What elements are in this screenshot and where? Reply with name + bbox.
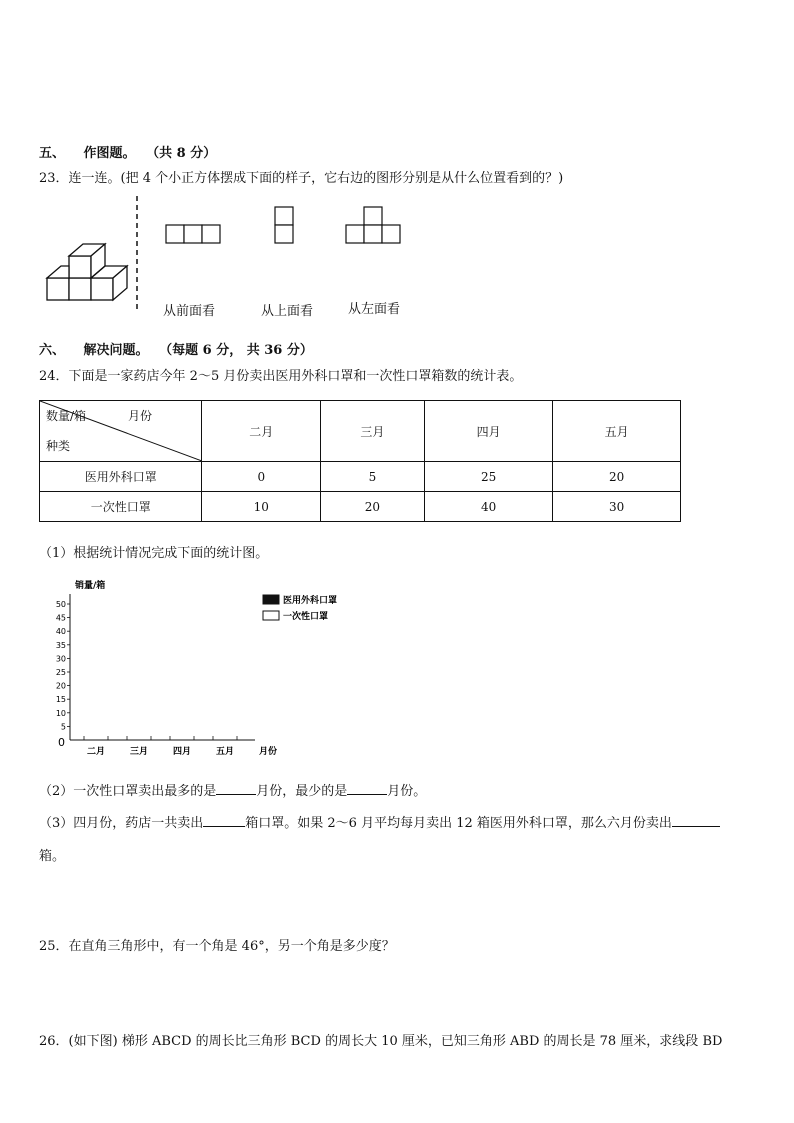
y-tick-label: 30: [55, 654, 66, 664]
x-tick-label: 三月: [129, 747, 149, 757]
blank-bar-chart: [40, 572, 380, 764]
x-tick-label: 二月: [86, 747, 106, 757]
section-title: 解决问题。: [83, 343, 149, 358]
y-tick-label: 15: [55, 695, 66, 705]
section-score: （共 8 分）: [146, 146, 217, 161]
part-3-mid: 箱口罩。如果 2～6 月平均每月卖出 12 箱医用外科口罩，那么六月份卖出: [245, 816, 672, 831]
x-tick-label: 五月: [215, 747, 235, 757]
part-2-end: 月份。: [387, 784, 427, 799]
section-number: 六、: [39, 343, 66, 358]
y-tick-label: 45: [55, 613, 66, 623]
part-3-lead: （3）四月份，药店一共卖出: [39, 816, 204, 831]
y-tick-label: 35: [55, 640, 66, 650]
section-title: 作图题。: [83, 146, 136, 161]
legend-swatch-empty: [263, 611, 279, 620]
section-score: （每题 6 分， 共 36 分）: [159, 343, 313, 358]
table-cell: 10: [202, 492, 321, 522]
table-row: [40, 492, 681, 522]
answer-blank[interactable]: [216, 782, 256, 795]
legend-label: 一次性口罩: [283, 612, 329, 622]
section-six-heading: [39, 339, 313, 358]
section-five-heading: [39, 142, 216, 161]
part-2-mid: 月份，最少的是: [256, 784, 348, 799]
table-cell: 20: [553, 462, 681, 492]
header-month: 三月: [321, 401, 425, 462]
header-month: 二月: [202, 401, 321, 462]
answer-blank[interactable]: [347, 782, 387, 795]
legend-swatch-filled: [263, 595, 279, 604]
table-cell: 30: [553, 492, 681, 522]
section-number: 五、: [39, 146, 66, 161]
question-26-text: 26．(如下图) 梯形 ABCD 的周长比三角形 BCD 的周长大 10 厘米，已知三角形 ABD 的周长是 78 厘米，求线段 BD: [39, 1034, 723, 1049]
row-label: 一次性口罩: [40, 492, 202, 522]
view-label-left: 从左面看: [348, 302, 401, 317]
y-tick-label: 0: [58, 736, 65, 749]
table-row: [40, 462, 681, 492]
table-corner-cell: [40, 401, 202, 462]
question-23-text: 23．连一连。(把 4 个小正方体摆成下面的样子，它右边的图形分别是从什么位置看到的？): [39, 171, 564, 186]
chart-xlabel: 月份: [259, 747, 278, 757]
part-2-lead: （2）一次性口罩卖出最多的是: [39, 784, 217, 799]
view-shape-column-of-two: [275, 207, 293, 243]
part-3-tail: 箱。: [39, 849, 66, 864]
part-3-text: [39, 812, 720, 831]
y-tick-label: 50: [55, 600, 66, 609]
header-month: 四月: [424, 401, 553, 462]
table-cell: 20: [321, 492, 425, 522]
question-24-text: 24．下面是一家药店今年 2～5 月份卖出医用外科口罩和一次性口罩箱数的统计表。: [39, 369, 523, 384]
answer-blank[interactable]: [672, 814, 720, 827]
answer-blank[interactable]: [203, 814, 245, 827]
part-1-text: （1）根据统计情况完成下面的统计图。: [39, 546, 269, 561]
corner-month-label: 月份: [128, 409, 153, 423]
view-shape-three-with-top: [346, 207, 400, 243]
mask-statistics-table: [39, 400, 681, 522]
question-25-text: 25．在直角三角形中，有一个角是 46°，另一个角是多少度？: [39, 939, 395, 954]
y-tick-label: 5: [60, 722, 66, 732]
view-shape-row-of-three: [166, 225, 220, 243]
table-cell: 5: [321, 462, 425, 492]
y-tick-label: 20: [55, 681, 66, 691]
legend-label: 医用外科口罩: [283, 596, 338, 606]
header-month: 五月: [553, 401, 681, 462]
view-label-top: 从上面看: [261, 304, 314, 319]
row-label: 医用外科口罩: [40, 462, 202, 492]
y-tick-label: 10: [55, 708, 66, 718]
y-tick-label: 40: [55, 627, 66, 637]
corner-type-label: 种类: [46, 439, 71, 453]
table-cell: 40: [424, 492, 553, 522]
corner-quantity-label: 数量/箱: [46, 409, 87, 423]
part-2-text: [39, 780, 426, 799]
table-cell: 25: [424, 462, 553, 492]
view-label-front: 从前面看: [163, 304, 216, 319]
table-cell: 0: [202, 462, 321, 492]
y-tick-label: 25: [55, 668, 66, 677]
chart-ylabel: 销量/箱: [75, 581, 106, 591]
cube-stack-drawing: [47, 244, 127, 300]
x-tick-label: 四月: [172, 747, 192, 757]
